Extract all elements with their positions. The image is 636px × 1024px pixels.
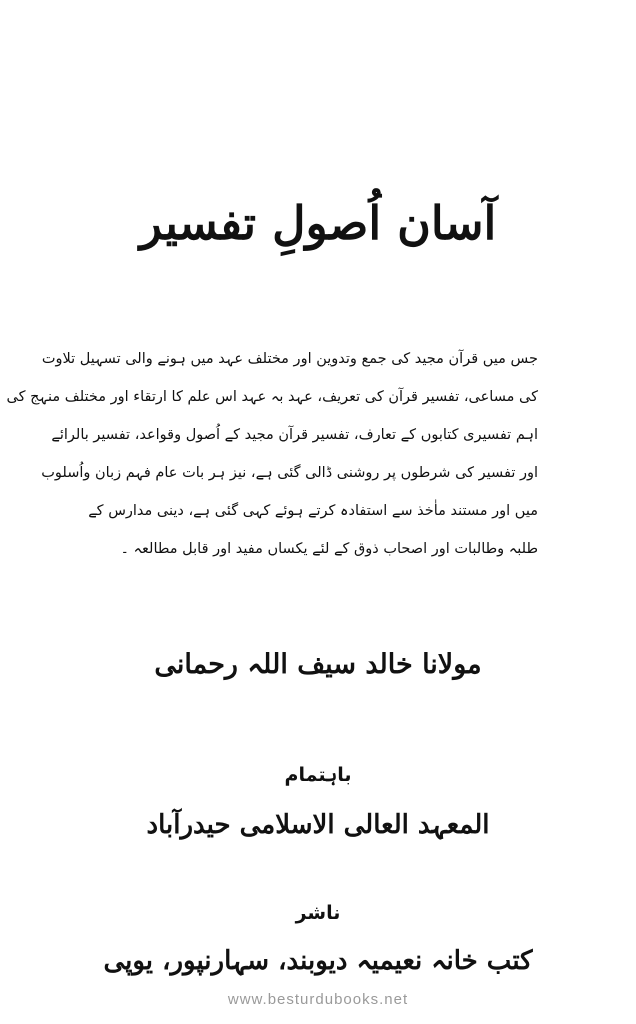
publisher-name: کتب خانہ نعیمیہ دیوبند، سہارنپور، یوپی [103,946,533,976]
institute-name: المعہد العالی الاسلامی حیدرآباد [146,810,490,840]
description-line: اور تفسیر کی شرطوں پر روشنی ڈالی گئی ہے، نیز ہر بات عام فہم زبان واُسلوب [41,465,538,481]
description-line: کی مساعی، تفسیر قرآن کی تعریف، عہد بہ عہد اس علم کا ارتقاء اور مختلف منہج کی [6,389,538,405]
arrangement-label: باہتمام [284,764,352,786]
description-line: طلبہ وطالبات اور اصحاب ذوق کے لئے یکساں مفید اور قابل مطالعہ ۔ [120,541,538,557]
publisher-label: ناشر [295,902,341,924]
author-name: مولانا خالد سیف اللہ رحمانی [154,649,482,680]
website-watermark: www.besturdubooks.net [227,991,409,1008]
description-line: اہم تفسیری کتابوں کے تعارف، تفسیر قرآن مجید کے اُصول وقواعد، تفسیر بالرائے [51,427,538,443]
description-line: جس میں قرآن مجید کی جمع وتدوین اور مختلف عہد میں ہونے والی تسہیل تلاوت [41,351,538,367]
description-line: میں اور مستند ماٰخذ سے استفادہ کرتے ہوئے کہی گئی ہے، دینی مدارس کے [88,503,538,519]
book-title: آسان اُصولِ تفسیر [139,196,497,250]
book-description [6,340,538,568]
